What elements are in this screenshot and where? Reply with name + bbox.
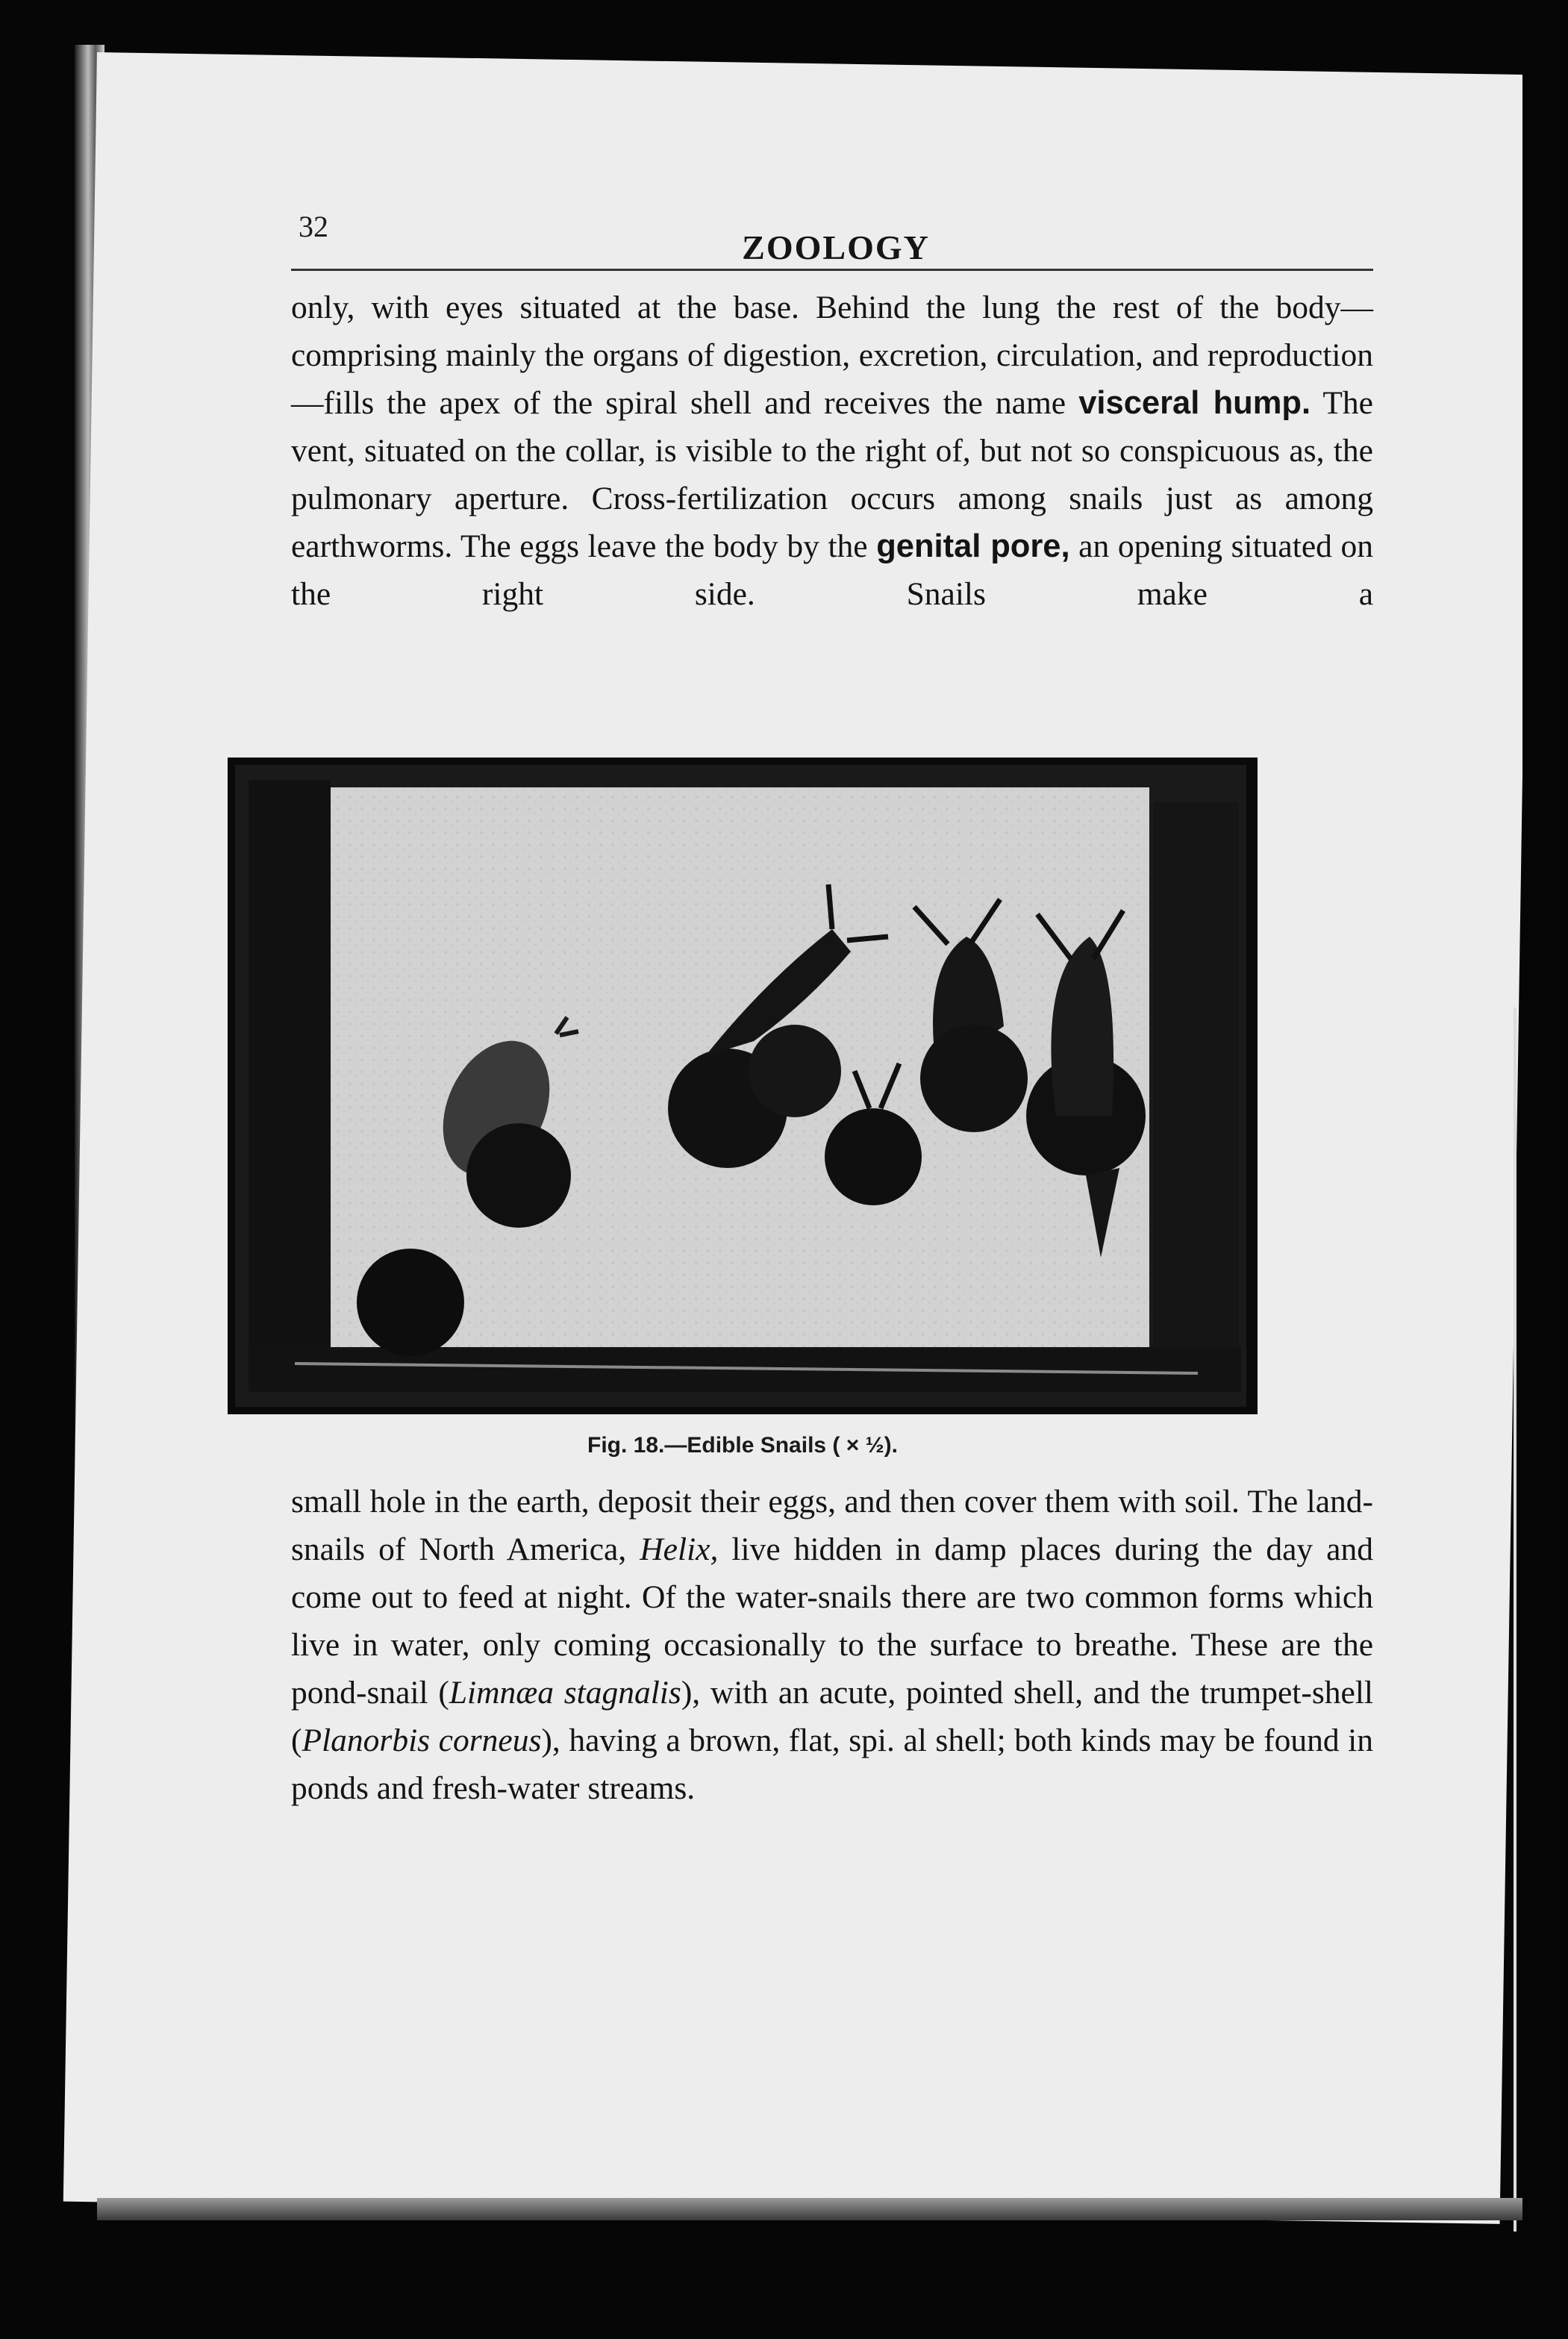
text-run: ), with an acute, pointed shell, and the trumpet-shell ( <box>291 1675 1373 1758</box>
background-right <box>1522 0 1568 2339</box>
figure-caption: Fig. 18.—Edible Snails ( × ½). <box>587 1433 898 1458</box>
text-run: The vent, situated on the collar, is visible to the right of, but not so conspicuous as, the pulmonary aperture. Cross-fertilization occurs among snails just as among earthworms. The eggs leave the body by the <box>291 385 1373 564</box>
paragraph-top <box>291 284 1373 618</box>
figure-photo-edible-snails <box>228 758 1258 1414</box>
term-visceral-hump: visceral hump. <box>1078 385 1311 421</box>
text-run: small hole in the earth, deposit their eggs, and then cover them with soil. The land-snails of North America, <box>291 1484 1373 1567</box>
page-number: 32 <box>299 210 328 243</box>
text-run: ), having a brown, flat, spi. al shell; both kinds may be found in ponds and fresh-water streams. <box>291 1723 1373 1806</box>
text-run: only, with eyes situated at the base. Behind the lung the rest of the body—comprising mainly the organs of digestion, excretion, circulation, and reproduction—fills the apex of the spiral shell and receives the name <box>291 290 1373 421</box>
paragraph-bottom <box>291 1478 1373 1812</box>
page-bottom-edge <box>97 2198 1522 2220</box>
snail-photo-illustration <box>228 758 1258 1414</box>
taxon-planorbis: Planorbis corneus <box>302 1723 542 1758</box>
term-genital-pore: genital pore, <box>876 528 1070 564</box>
taxon-helix: Helix, <box>640 1531 719 1567</box>
text-run: live hidden in damp places during the day and come out to feed at night. Of the water-snails there are two common forms which live in water, only coming occasionally to the surface to breathe. These are the pond-snail ( <box>291 1531 1373 1711</box>
header-rule <box>291 269 1373 271</box>
taxon-limnaea: Limnæa stagnalis <box>449 1675 681 1711</box>
text-run: an opening situated on the right side. Snails make a <box>291 528 1373 612</box>
running-head: ZOOLOGY <box>742 228 930 266</box>
adjacent-page-edge <box>1514 1008 1517 2232</box>
